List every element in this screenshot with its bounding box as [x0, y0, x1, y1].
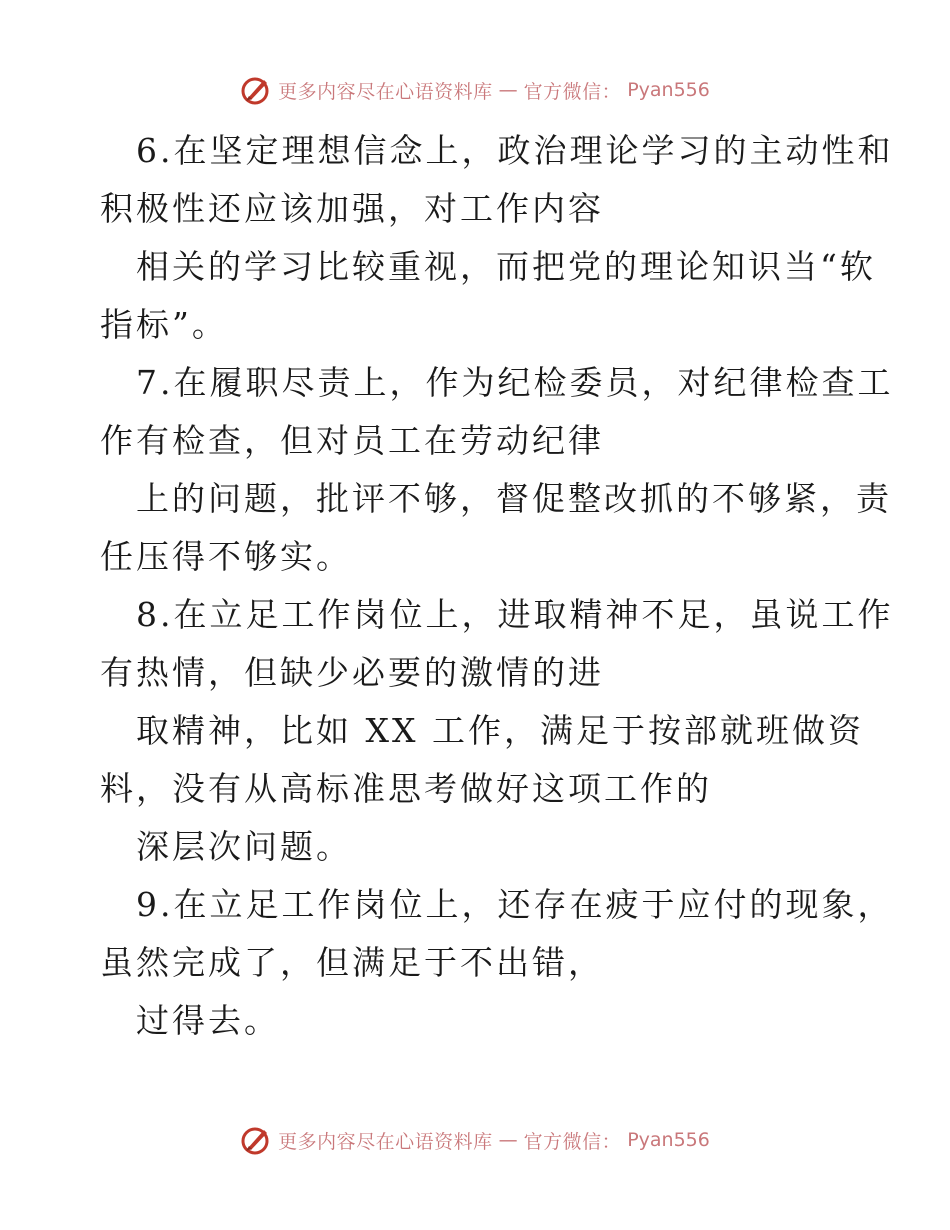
- text-line: 相关的学习比较重视，而把党的理论知识当“软: [136, 247, 876, 286]
- document-body: [100, 122, 894, 1050]
- text-line: 积极性还应该加强，对工作内容: [100, 189, 604, 228]
- watermark-wechat-id: Pyan556: [627, 79, 710, 101]
- text-line: 指标”。: [100, 305, 228, 344]
- watermark-text: 更多内容尽在心语资料库: [278, 1130, 493, 1153]
- text-line: 有热情，但缺少必要的激情的进: [100, 653, 604, 692]
- text-line: 取精神，比如 XX 工作，满足于按部就班做资: [136, 711, 864, 750]
- quill-logo-icon: [240, 74, 272, 106]
- watermark-wechat-id: Pyan556: [627, 1129, 710, 1151]
- text-line: 上的问题，批评不够，督促整改抓的不够紧，责: [136, 479, 892, 518]
- watermark-wechat-label: 官方微信：: [523, 80, 622, 103]
- text-line: 6.在坚定理想信念上，政治理论学习的主动性和: [136, 131, 894, 170]
- text-line: 任压得不够实。: [100, 537, 352, 576]
- text-line: 料，没有从高标准思考做好这项工作的: [100, 769, 712, 808]
- text-line: 7.在履职尽责上，作为纪检委员，对纪律检查工: [136, 363, 894, 402]
- text-line: 过得去。: [136, 1001, 280, 1040]
- text-line: 9.在立足工作岗位上，还存在疲于应付的现象，: [136, 885, 894, 924]
- text-line: 虽然完成了，但满足于不出错，: [100, 943, 604, 982]
- watermark-text: 更多内容尽在心语资料库: [278, 80, 493, 103]
- text-line: 8.在立足工作岗位上，进取精神不足，虽说工作: [136, 595, 894, 634]
- footer-watermark: [0, 1120, 950, 1160]
- text-line: 作有检查，但对员工在劳动纪律: [100, 421, 604, 460]
- watermark-separator: —: [498, 1129, 518, 1151]
- header-watermark: [0, 70, 950, 110]
- watermark-separator: —: [498, 79, 518, 101]
- watermark-wechat-label: 官方微信：: [523, 1130, 622, 1153]
- quill-logo-icon: [240, 1124, 272, 1156]
- text-line: 深层次问题。: [136, 827, 352, 866]
